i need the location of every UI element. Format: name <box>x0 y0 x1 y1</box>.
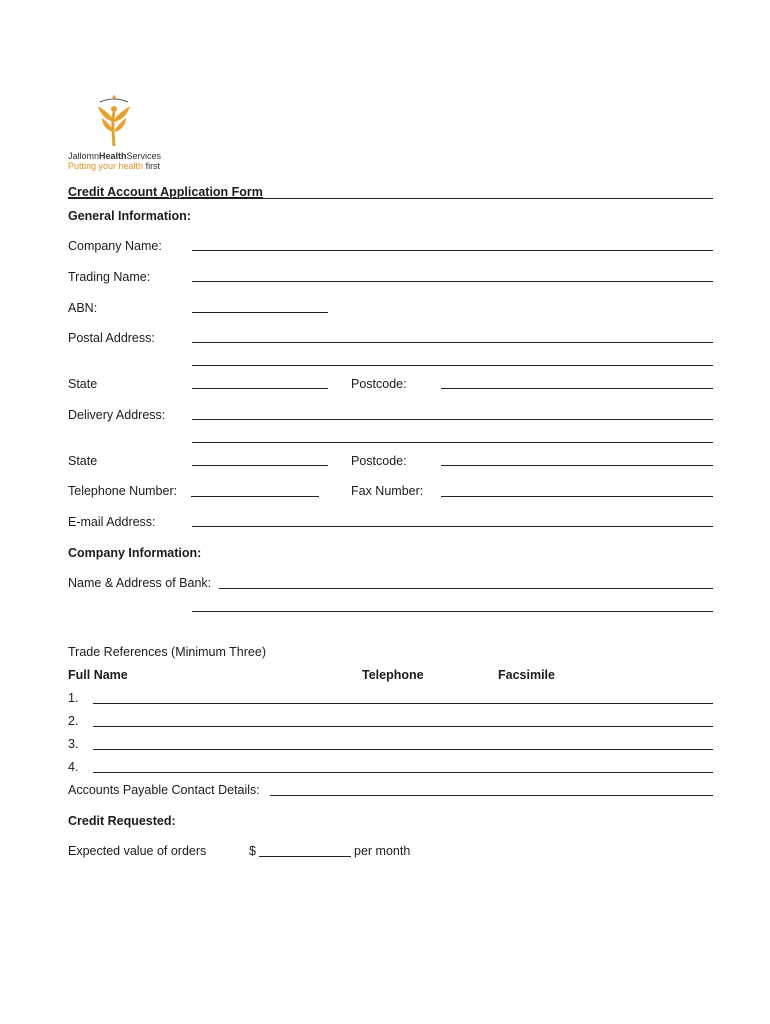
ref-row-number: 2. <box>68 714 79 728</box>
expected-value-label: Expected value of orders <box>68 844 207 858</box>
email-field[interactable] <box>192 526 713 527</box>
expected-value-field[interactable] <box>259 856 351 857</box>
col-facsimile: Facsimile <box>498 668 555 682</box>
email-label: E-mail Address: <box>68 515 156 529</box>
ref-row-field[interactable] <box>93 772 713 773</box>
col-full-name: Full Name <box>68 668 128 682</box>
logo-tagline-end: first <box>145 161 161 171</box>
trading-name-field[interactable] <box>192 281 713 282</box>
logo-emblem-icon <box>66 92 176 148</box>
logo <box>66 92 176 174</box>
accounts-payable-label: Accounts Payable Contact Details: <box>68 783 260 797</box>
company-name-field[interactable] <box>192 250 713 251</box>
delivery-state-label: State <box>68 454 98 468</box>
delivery-address-field[interactable] <box>192 419 713 420</box>
ref-row-number: 3. <box>68 737 79 751</box>
delivery-address-label: Delivery Address: <box>68 408 166 422</box>
logo-tagline: Putting your health <box>68 161 146 171</box>
fax-field[interactable] <box>441 496 713 497</box>
postcode-field[interactable] <box>441 388 713 389</box>
currency-symbol: $ <box>249 844 256 858</box>
telephone-field[interactable] <box>191 496 319 497</box>
company-heading: Company Information: <box>68 546 202 560</box>
trading-name-label: Trading Name: <box>68 270 151 284</box>
col-telephone: Telephone <box>362 668 424 682</box>
delivery-postcode-label: Postcode: <box>351 454 407 468</box>
form-title: Credit Account Application Form <box>68 185 263 199</box>
bank-label: Name & Address of Bank: <box>68 576 212 590</box>
bank-field-line2[interactable] <box>192 611 713 612</box>
general-heading: General Information: <box>68 209 191 223</box>
postal-address-field[interactable] <box>192 342 713 343</box>
postal-address-field-line2[interactable] <box>192 365 713 366</box>
delivery-postcode-field[interactable] <box>441 465 713 466</box>
ref-row-number: 4. <box>68 760 79 774</box>
ref-row-field[interactable] <box>93 749 713 750</box>
state-label: State <box>68 377 98 391</box>
logo-name-bold: Health <box>99 151 127 161</box>
delivery-address-field-line2[interactable] <box>192 442 713 443</box>
ref-row-field[interactable] <box>93 703 713 704</box>
abn-field[interactable] <box>192 312 328 313</box>
logo-name-part2: Services <box>126 151 162 161</box>
company-name-label: Company Name: <box>68 239 162 253</box>
accounts-payable-field[interactable] <box>270 795 713 796</box>
ref-row-field[interactable] <box>93 726 713 727</box>
abn-label: ABN: <box>68 301 98 315</box>
fax-label: Fax Number: <box>351 484 424 498</box>
telephone-label: Telephone Number: <box>68 484 178 498</box>
state-field[interactable] <box>192 388 328 389</box>
bank-field[interactable] <box>219 588 713 589</box>
title-rule <box>68 198 713 199</box>
delivery-state-field[interactable] <box>192 465 328 466</box>
logo-name-part1: Jallomn <box>68 151 100 161</box>
postal-address-label: Postal Address: <box>68 331 155 345</box>
per-month-label: per month <box>354 844 411 858</box>
ref-row-number: 1. <box>68 691 79 705</box>
credit-heading: Credit Requested: <box>68 814 176 828</box>
trade-refs-heading: Trade References (Minimum Three) <box>68 645 266 659</box>
postcode-label: Postcode: <box>351 377 407 391</box>
